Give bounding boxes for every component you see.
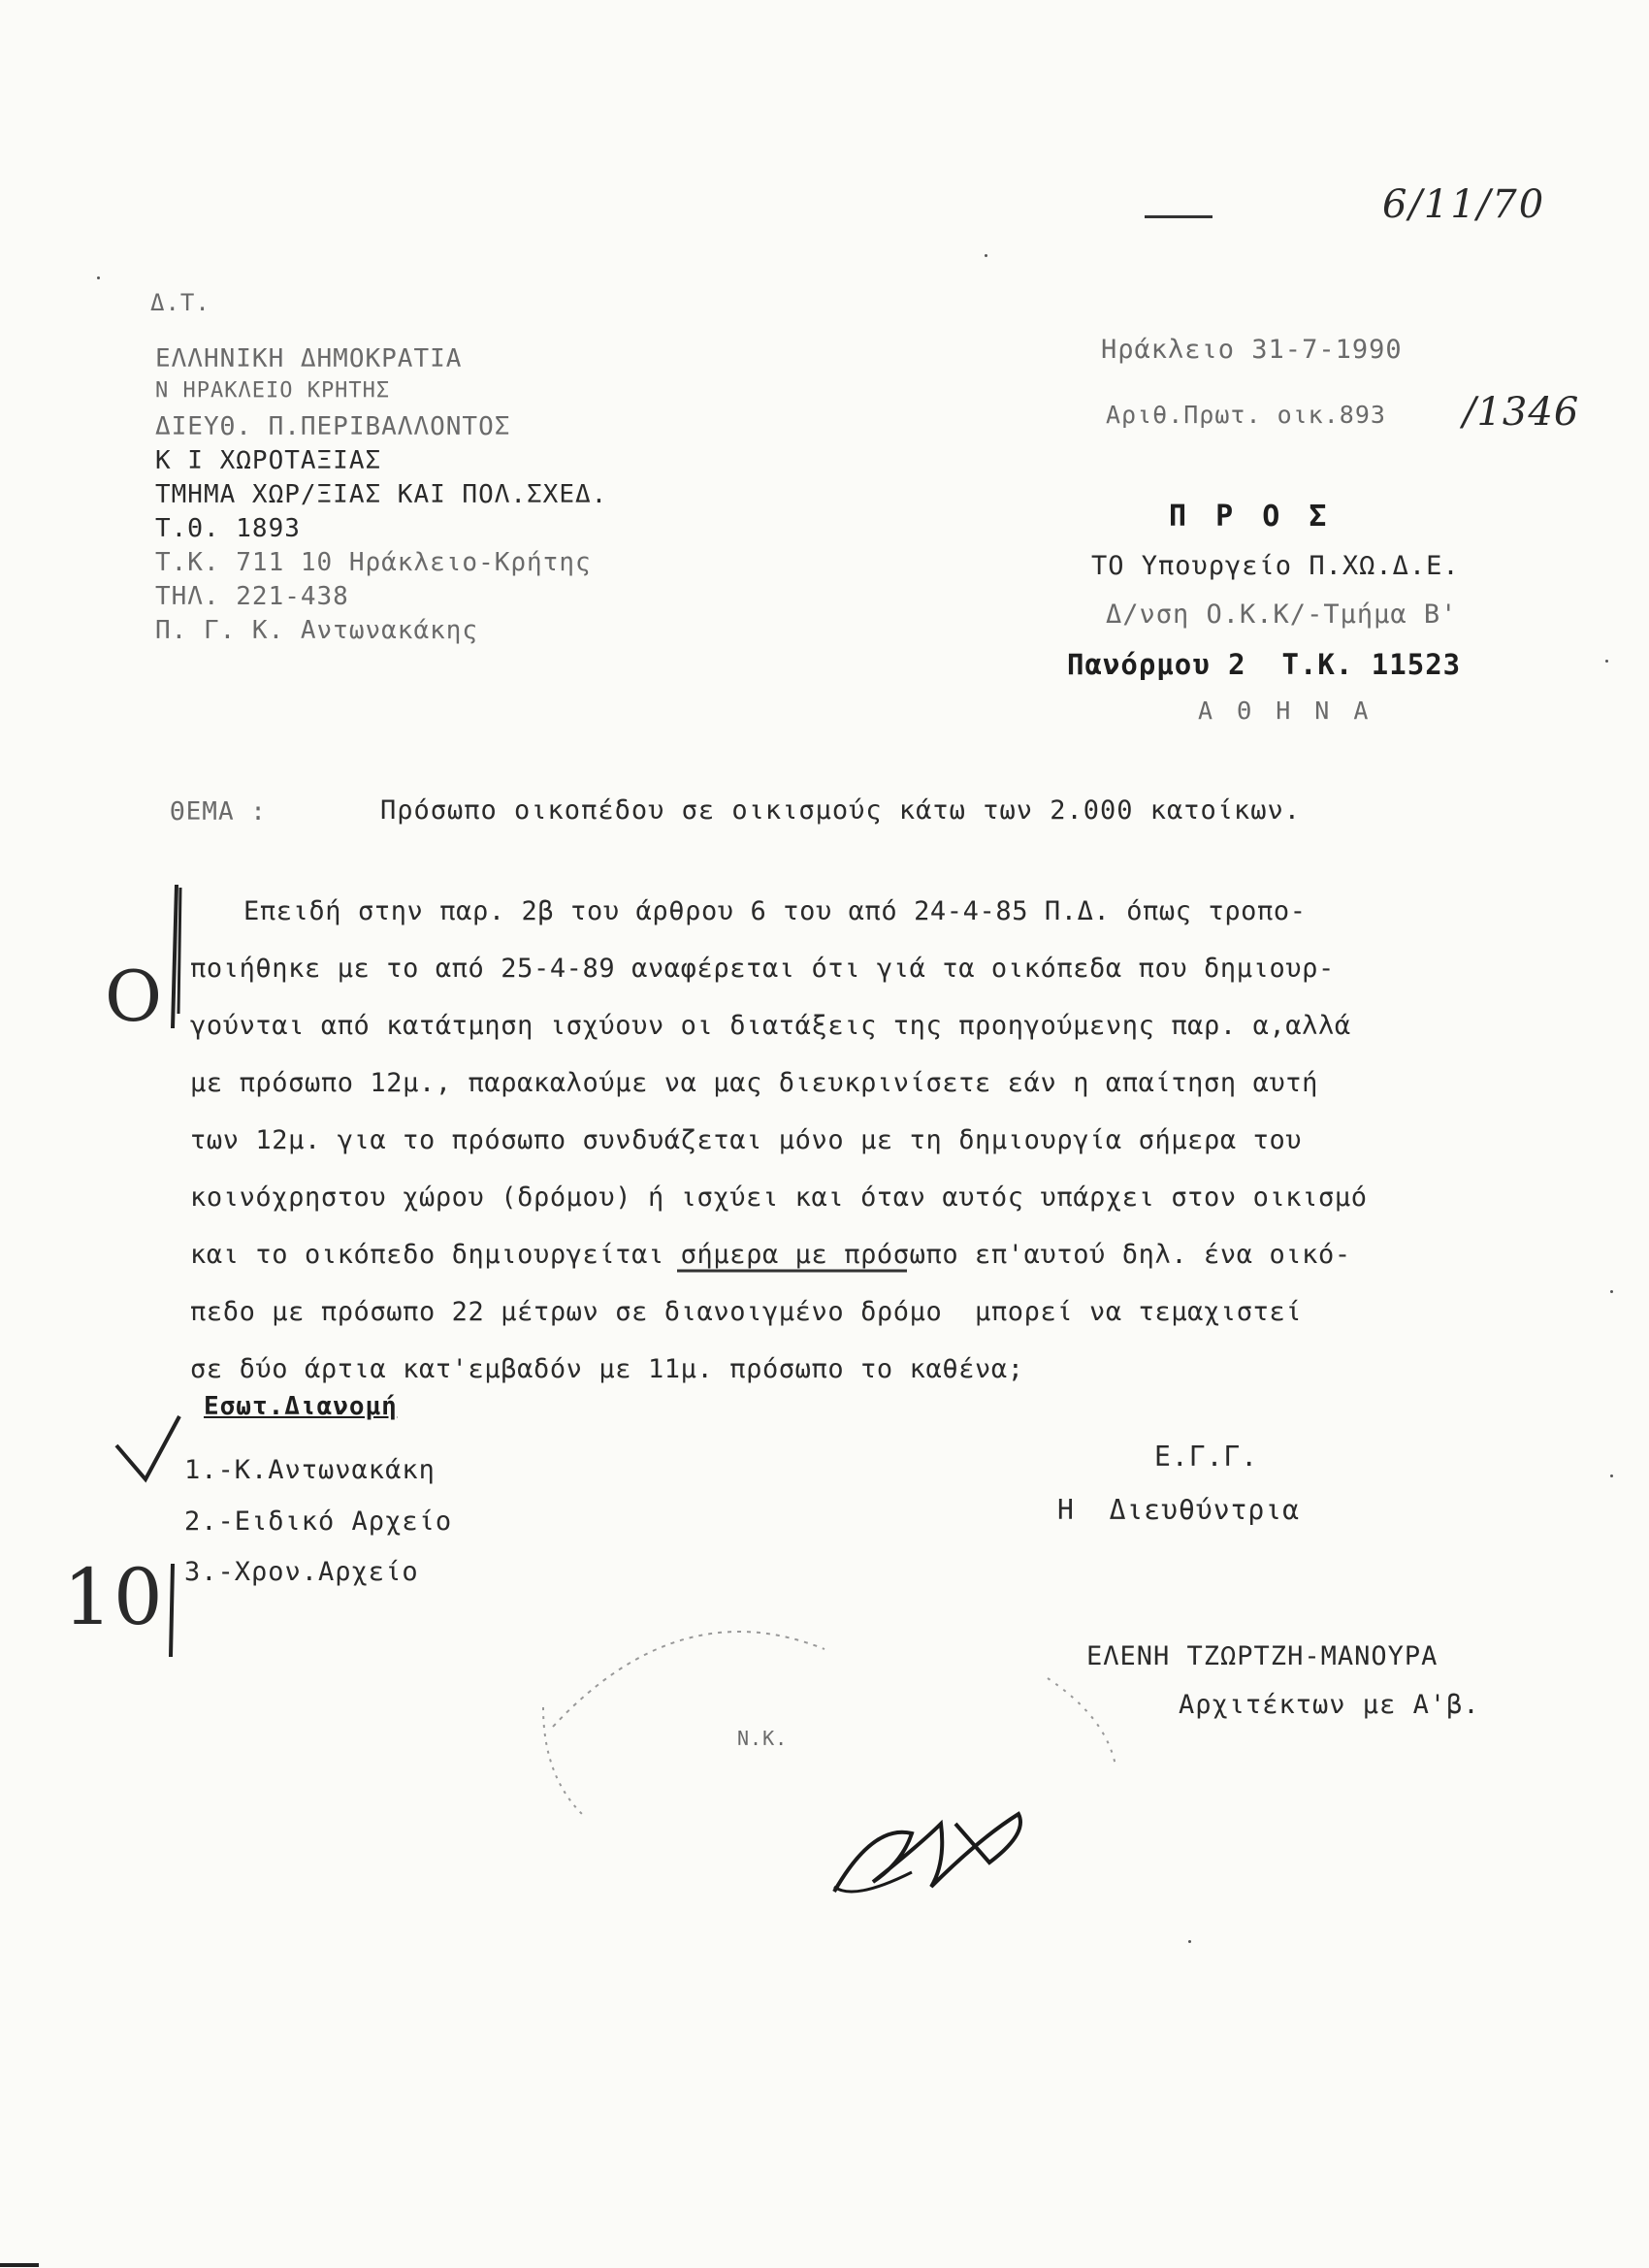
sender-code: Δ.Τ. — [150, 289, 210, 316]
check-icon — [116, 1416, 179, 1479]
signature-line2: Η Διευθύντρια — [1057, 1494, 1301, 1526]
subject-label: ΘΕΜΑ : — [170, 797, 267, 826]
sender-line: Κ Ι ΧΩΡΟΤΑΞΙΑΣ — [155, 446, 382, 475]
scan-speck — [1610, 1290, 1613, 1293]
handwritten-reference: 6/11/70 — [1382, 182, 1546, 227]
date-line: Ηράκλειο 31-7-1990 — [1101, 335, 1403, 365]
subject-text: Πρόσωπο οικοπέδου σε οικισμούς κάτω των 2.000 κατοίκων. — [380, 795, 1302, 826]
sender-line: Τ.Κ. 711 10 Ηράκλειο-Κρήτης — [155, 548, 592, 577]
distribution-heading: Εσωτ.Διανομή — [204, 1392, 398, 1421]
margin-bracket — [173, 885, 177, 1028]
scan-speck — [1610, 1474, 1613, 1477]
body-line: Επειδή στην παρ. 2β του άρθρου 6 του από 24-4-85 Π.Δ. όπως τροπο- — [243, 896, 1307, 926]
stamp-arc — [553, 1632, 824, 1727]
protocol-line: Αριθ.Πρωτ. οικ.893 — [1106, 401, 1386, 429]
margin-bottom-mark: 10 — [63, 1552, 164, 1642]
recipient-line: Πανόρμου 2 Τ.Κ. 11523 — [1067, 648, 1462, 681]
sender-line: ΕΛΛΗΝΙΚΗ ΔΗΜΟΚΡΑΤΙΑ — [155, 344, 463, 373]
recipient-line: ΤΟ Υπουργείο Π.ΧΩ.Δ.Ε. — [1091, 551, 1460, 581]
margin-bracket — [178, 888, 180, 1014]
body-line: των 12μ. για το πρόσωπο συνδυάζεται μόνο με τη δημιουργία σήμερα του — [190, 1125, 1303, 1155]
sender-line: ΤΗΛ. 221-438 — [155, 582, 349, 611]
body-line: κοινόχρηστου χώρου (δρόμου) ή ισχύει και όταν αυτός υπάρχει στον οικισμό — [190, 1183, 1368, 1213]
body-line: γούνται από κατάτμηση ισχύουν οι διατάξεις της προηγούμενης παρ. α,αλλά — [190, 1011, 1351, 1041]
body-line: πεδο με πρόσωπο 22 μέτρων σε διανοιγμένο δρόμο μπορεί να τεμαχιστεί — [190, 1297, 1303, 1327]
signature-name: ΕΛΕΝΗ ΤΖΩΡΤΖΗ-ΜΑΝΟΥΡΑ — [1086, 1641, 1439, 1671]
scan-speck — [1605, 660, 1608, 663]
signature-title: Αρχιτέκτων με Α'β. — [1179, 1690, 1480, 1720]
scan-speck — [1188, 1940, 1191, 1943]
sender-line: Τ.Θ. 1893 — [155, 514, 301, 543]
sender-line: ΤΜΗΜΑ ΧΩΡ/ΞΙΑΣ ΚΑΙ ΠΟΛ.ΣΧΕΔ. — [155, 480, 608, 509]
stamp-text: Ν.Κ. — [737, 1727, 789, 1750]
sender-line: Π. Γ. Κ. Αντωνακάκης — [155, 616, 479, 645]
protocol-handwritten: /1346 — [1463, 390, 1580, 435]
recipient-line: Δ/νση Ο.Κ.Κ/-Τμήμα Β' — [1106, 599, 1458, 630]
body-line: σε δύο άρτια κατ'εμβαδόν με 11μ. πρόσωπο το καθένα; — [190, 1354, 1024, 1384]
margin-circle-letter: Ο — [105, 956, 164, 1037]
distribution-item: 2.-Ειδικό Αρχείο — [184, 1507, 453, 1537]
sender-line: ΔΙΕΥΘ. Π.ΠΕΡΙΒΑΛΛΟΝΤΟΣ — [155, 412, 511, 441]
sender-line: Ν ΗΡΑΚΛΕΙΟ ΚΡΗΤΗΣ — [155, 378, 391, 403]
body-line: και το οικόπεδο δημιουργείται σήμερα με πρόσωπο επ'αυτού δηλ. ένα οικό- — [190, 1240, 1351, 1270]
recipient-line: Α Θ Η Ν Α — [1198, 697, 1374, 725]
margin-bracket — [171, 1564, 173, 1657]
body-line: ποιήθηκε με το από 25-4-89 αναφέρεται ότι γιά τα οικόπεδα που δημιουρ- — [190, 954, 1335, 984]
scan-speck — [985, 254, 987, 257]
distribution-item: 3.-Χρον.Αρχείο — [184, 1557, 419, 1587]
stamp-arc — [543, 1707, 582, 1814]
recipient-heading: Π Ρ Ο Σ — [1169, 500, 1333, 534]
body-line: με πρόσωπο 12μ., παρακαλούμε να μας διευκρινίσετε εάν η απαίτηση αυτή — [190, 1068, 1319, 1098]
scan-speck — [97, 276, 100, 279]
distribution-item: 1.-Κ.Αντωνακάκη — [184, 1455, 436, 1485]
signature-line1: Ε.Γ.Γ. — [1154, 1441, 1259, 1473]
stamp-arc — [1048, 1678, 1116, 1766]
signature-scrawl — [834, 1814, 1020, 1892]
